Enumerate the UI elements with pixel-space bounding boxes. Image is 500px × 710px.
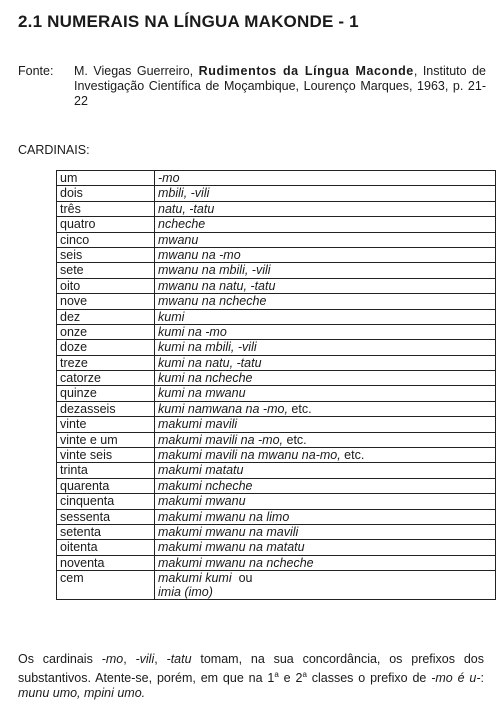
table-row	[57, 294, 496, 309]
makonde-value	[155, 571, 496, 600]
table-row	[57, 201, 496, 216]
table-row	[57, 540, 496, 555]
makonde-value	[155, 201, 496, 216]
table-row	[57, 509, 496, 524]
numeral-word: quarenta	[57, 478, 155, 493]
table-row	[57, 186, 496, 201]
makonde-term: kumi na mbili, -vili	[158, 340, 257, 355]
note-term: -tatu	[166, 652, 192, 666]
table-row	[57, 217, 496, 232]
makonde-term: makumi ncheche	[158, 478, 253, 493]
makonde-value	[155, 371, 496, 386]
numeral-word: dezasseis	[57, 401, 155, 416]
makonde-term: makumi matatu	[158, 463, 244, 478]
makonde-term: makumi mavili	[158, 417, 238, 432]
table-row	[57, 309, 496, 324]
source-citation	[18, 64, 486, 109]
table-row	[57, 571, 496, 600]
section-title: CARDINAIS:	[18, 143, 90, 157]
numeral-word: cinco	[57, 232, 155, 247]
note-term: -mo	[431, 671, 453, 686]
makonde-value	[155, 401, 496, 416]
numeral-word: um	[57, 171, 155, 186]
source-label: Fonte:	[18, 64, 54, 78]
value-suffix: etc.	[287, 401, 312, 416]
makonde-term: mwanu na natu, -tatu	[158, 278, 276, 293]
table-row	[57, 386, 496, 401]
numeral-word: quatro	[57, 217, 155, 232]
makonde-value	[155, 324, 496, 339]
note-superscript: a	[274, 670, 279, 679]
table-row	[57, 278, 496, 293]
makonde-term: -mo	[158, 171, 180, 185]
numeral-word: cinquenta	[57, 494, 155, 509]
numeral-word: doze	[57, 340, 155, 355]
note-term: -vili	[135, 652, 155, 666]
numeral-word: três	[57, 201, 155, 216]
numeral-word: sessenta	[57, 509, 155, 524]
note-text: classes o prefixo de	[306, 671, 432, 686]
makonde-value	[155, 463, 496, 478]
table-row	[57, 263, 496, 278]
makonde-value	[155, 448, 496, 463]
table-row	[57, 371, 496, 386]
makonde-term: kumi	[158, 309, 185, 324]
numeral-word: dois	[57, 186, 155, 201]
note-term: é u-	[452, 671, 481, 686]
note-text: ,	[123, 652, 136, 666]
makonde-term: makumi mwanu	[158, 494, 246, 509]
table-row	[57, 401, 496, 416]
makonde-value	[155, 432, 496, 447]
value-suffix: etc.	[340, 448, 365, 463]
table-row	[57, 555, 496, 570]
note-text: ,	[154, 652, 167, 666]
makonde-term: mbili, -vili	[158, 186, 210, 201]
makonde-value	[155, 340, 496, 355]
source-book-title: Rudimentos da Língua Maconde	[198, 64, 414, 78]
numeral-word: trinta	[57, 463, 155, 478]
table-row	[57, 247, 496, 262]
makonde-value	[155, 263, 496, 278]
table-row	[57, 463, 496, 478]
makonde-value	[155, 478, 496, 493]
table-row	[57, 478, 496, 493]
makonde-value	[155, 278, 496, 293]
makonde-term: mwanu na mbili, -vili	[158, 263, 271, 278]
makonde-value	[155, 232, 496, 247]
numeral-word: oitenta	[57, 540, 155, 555]
table-row	[57, 432, 496, 447]
makonde-term: mwanu	[158, 232, 199, 247]
note-text: e 2	[278, 671, 303, 686]
numeral-word: noventa	[57, 555, 155, 570]
makonde-value	[155, 417, 496, 432]
numeral-word: onze	[57, 324, 155, 339]
makonde-value	[155, 509, 496, 524]
numeral-word: cem	[57, 571, 155, 600]
value-suffix: ou	[231, 571, 253, 586]
makonde-value	[155, 555, 496, 570]
table-row	[57, 340, 496, 355]
numeral-word: vinte e um	[57, 432, 155, 447]
makonde-term: makumi mwanu na mavili	[158, 524, 299, 539]
numeral-word: vinte	[57, 417, 155, 432]
makonde-value	[155, 355, 496, 370]
makonde-value	[155, 186, 496, 201]
makonde-term: kumi na natu, -tatu	[158, 355, 262, 370]
table-row	[57, 448, 496, 463]
source-author: M. Viegas Guerreiro,	[74, 64, 194, 78]
note-text: Os cardinais	[18, 652, 102, 666]
makonde-value	[155, 386, 496, 401]
makonde-term: makumi mavili na -mo,	[158, 432, 284, 447]
makonde-term: makumi mwanu na ncheche	[158, 555, 314, 570]
note-text: :	[480, 671, 485, 686]
numeral-word: quinze	[57, 386, 155, 401]
numeral-word: treze	[57, 355, 155, 370]
makonde-value	[155, 494, 496, 509]
numeral-word: vinte seis	[57, 448, 155, 463]
table-row	[57, 524, 496, 539]
table-row	[57, 494, 496, 509]
makonde-term: kumi na -mo	[158, 324, 227, 339]
makonde-term: makumi kumi	[158, 571, 232, 586]
makonde-term: kumi na mwanu	[158, 386, 246, 401]
makonde-term: makumi mwanu na matatu	[158, 540, 305, 555]
table-row	[57, 417, 496, 432]
makonde-value	[155, 217, 496, 232]
makonde-term: mwanu na ncheche	[158, 294, 267, 309]
numeral-word: dez	[57, 309, 155, 324]
footnote	[18, 652, 484, 701]
numeral-word: sete	[57, 263, 155, 278]
makonde-term: ncheche	[158, 217, 206, 232]
makonde-value	[155, 540, 496, 555]
numeral-word: setenta	[57, 524, 155, 539]
note-term: -mo	[101, 652, 124, 666]
makonde-term: natu, -tatu	[158, 201, 215, 216]
makonde-term: makumi mavili na mwanu na-mo,	[158, 448, 341, 463]
numerals-table	[56, 170, 496, 600]
makonde-value	[155, 171, 496, 186]
table-row	[57, 232, 496, 247]
table-row	[57, 324, 496, 339]
numeral-word: nove	[57, 294, 155, 309]
makonde-value	[155, 247, 496, 262]
note-superscript: a	[302, 670, 307, 679]
note-example: munu umo, mpini umo.	[18, 686, 146, 701]
makonde-term-alt: imia (imo)	[158, 585, 213, 600]
numeral-word: seis	[57, 247, 155, 262]
makonde-value	[155, 294, 496, 309]
value-suffix: etc.	[283, 432, 307, 447]
makonde-term: kumi na ncheche	[158, 371, 253, 386]
makonde-term: kumi namwana na -mo,	[158, 401, 288, 416]
makonde-value	[155, 524, 496, 539]
table-row	[57, 171, 496, 186]
makonde-term: mwanu na -mo	[158, 247, 241, 262]
makonde-term: makumi mwanu na limo	[158, 509, 290, 524]
note-text: tomam, na sua concordância, os prefixos dos substantivos. Atente-se, porém, em que na 1	[18, 652, 484, 686]
makonde-value	[155, 309, 496, 324]
source-details: , Instituto de Investigação Científica de Moçambique, Lourenço Marques, 1963, p. 21-22	[74, 64, 486, 108]
table-row	[57, 355, 496, 370]
page-title: 2.1 NUMERAIS NA LÍNGUA MAKONDE - 1	[18, 12, 359, 31]
numeral-word: oito	[57, 278, 155, 293]
numeral-word: catorze	[57, 371, 155, 386]
